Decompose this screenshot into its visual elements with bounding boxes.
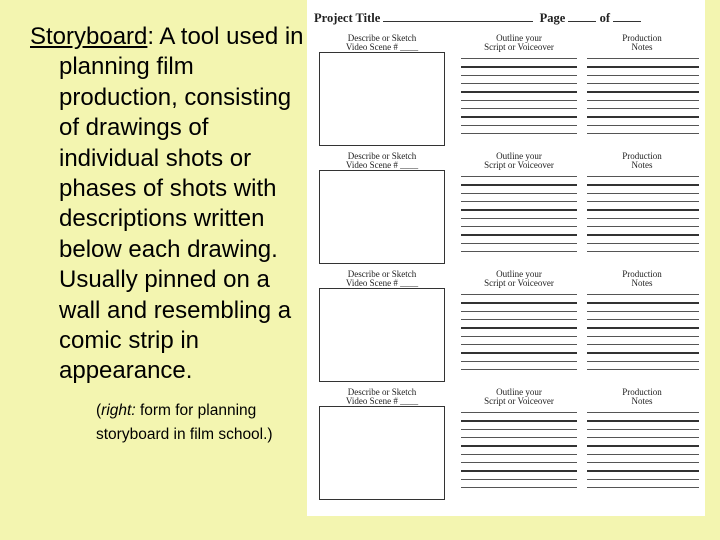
writing-line [587,108,699,109]
notes-label-line1: Production [622,269,662,279]
writing-line [587,479,699,480]
writing-line [587,75,699,76]
writing-line [587,66,699,68]
term-storyboard: Storyboard [30,23,148,50]
writing-line [587,294,699,295]
image-caption [96,399,305,447]
writing-line [587,327,699,329]
notes-label-line1: Production [622,387,662,397]
writing-line [461,226,577,227]
writing-line [461,251,577,252]
writing-line [587,319,699,320]
sketch-column-label [319,388,445,406]
writing-line [461,108,577,109]
writing-line [461,193,577,194]
form-section [307,270,705,386]
writing-line [587,201,699,202]
writing-line [461,412,577,413]
sketch-column-label [319,34,445,52]
writing-line [587,302,699,304]
writing-line [587,462,699,463]
writing-line [587,58,699,59]
page-blank [568,21,596,22]
writing-line [461,294,577,295]
notes-column-label [587,152,697,170]
writing-line [461,176,577,177]
writing-line [461,462,577,463]
notes-label-line1: Production [622,33,662,43]
project-title-blank [383,21,533,22]
notes-label-line2: Notes [631,160,653,170]
writing-line [461,470,577,472]
script-column-label [457,34,581,52]
writing-line [587,412,699,413]
writing-line [587,454,699,455]
sketch-label-line2: Video Scene # ____ [345,42,419,52]
sketch-frame [319,406,445,500]
notes-label-line2: Notes [631,396,653,406]
caption-italic: right: [101,401,136,419]
form-header [314,11,641,26]
script-label-line1: Outline your [496,151,542,161]
writing-line [461,209,577,211]
writing-line [461,429,577,430]
writing-line [587,352,699,354]
definition-text: : A tool used in planning film production, consisting of drawings of individual shots or phases of shots with descriptions written below each drawing. Usually pinned on a wall and resembling a comic strip in appearance. [59,23,304,385]
sketch-frame [319,288,445,382]
script-lines [461,294,577,377]
notes-column-label [587,34,697,52]
writing-line [461,311,577,312]
writing-line [461,218,577,219]
script-label-line2: Script or Voiceover [484,396,554,406]
writing-line [587,234,699,236]
writing-line [587,445,699,447]
writing-line [587,420,699,422]
writing-line [461,437,577,438]
script-column-label [457,152,581,170]
caption-rest: form for planning storyboard in film school.) [96,401,273,443]
writing-line [461,361,577,362]
caption-open: ( [96,401,102,419]
writing-line [461,91,577,93]
writing-line [461,319,577,320]
definition-paragraph [30,22,305,387]
writing-line [587,209,699,211]
writing-line [587,218,699,219]
script-lines [461,412,577,495]
writing-line [461,100,577,101]
notes-label-line2: Notes [631,42,653,52]
sketch-column-label [319,152,445,170]
sketch-frame [319,170,445,264]
form-section [307,152,705,268]
notes-column-label [587,388,697,406]
writing-line [461,479,577,480]
form-section [307,34,705,150]
of-label: of [599,11,611,25]
page-label: Page [539,11,566,25]
writing-line [587,176,699,177]
sketch-label-line1: Describe or Sketch [347,33,417,43]
writing-line [461,454,577,455]
writing-line [461,133,577,134]
writing-line [461,234,577,236]
writing-line [587,369,699,370]
script-label-line1: Outline your [496,269,542,279]
notes-lines [587,176,699,259]
writing-line [461,201,577,202]
writing-line [587,437,699,438]
sketch-label-line1: Describe or Sketch [347,269,417,279]
script-column-label [457,270,581,288]
writing-line [461,83,577,84]
writing-line [461,369,577,370]
sketch-label-line1: Describe or Sketch [347,151,417,161]
writing-line [587,133,699,134]
writing-line [587,361,699,362]
script-label-line2: Script or Voiceover [484,42,554,52]
writing-line [587,429,699,430]
writing-line [587,344,699,345]
writing-line [587,83,699,84]
writing-line [587,470,699,472]
writing-line [461,445,577,447]
writing-line [461,184,577,186]
notes-label-line2: Notes [631,278,653,288]
script-column-label [457,388,581,406]
script-lines [461,58,577,141]
script-lines [461,176,577,259]
sketch-column-label [319,270,445,288]
writing-line [461,58,577,59]
sketch-label-line2: Video Scene # ____ [345,396,419,406]
writing-line [587,487,699,488]
writing-line [587,184,699,186]
writing-line [587,193,699,194]
storyboard-form-image [307,0,705,516]
writing-line [461,125,577,126]
text-column [30,22,305,447]
notes-lines [587,294,699,377]
notes-lines [587,412,699,495]
writing-line [461,352,577,354]
writing-line [587,243,699,244]
writing-line [587,226,699,227]
script-label-line2: Script or Voiceover [484,278,554,288]
writing-line [461,344,577,345]
project-title-label: Project Title [314,11,381,25]
writing-line [461,116,577,118]
writing-line [461,327,577,329]
writing-line [461,487,577,488]
script-label-line1: Outline your [496,387,542,397]
writing-line [587,311,699,312]
writing-line [587,116,699,118]
form-section [307,388,705,504]
writing-line [461,336,577,337]
writing-line [461,420,577,422]
writing-line [587,91,699,93]
sketch-label-line2: Video Scene # ____ [345,160,419,170]
of-blank [613,21,641,22]
sketch-frame [319,52,445,146]
writing-line [587,251,699,252]
notes-lines [587,58,699,141]
notes-label-line1: Production [622,151,662,161]
writing-line [587,336,699,337]
writing-line [461,66,577,68]
notes-column-label [587,270,697,288]
writing-line [461,302,577,304]
writing-line [461,75,577,76]
writing-line [461,243,577,244]
script-label-line2: Script or Voiceover [484,160,554,170]
sketch-label-line2: Video Scene # ____ [345,278,419,288]
writing-line [587,125,699,126]
sketch-label-line1: Describe or Sketch [347,387,417,397]
script-label-line1: Outline your [496,33,542,43]
writing-line [587,100,699,101]
